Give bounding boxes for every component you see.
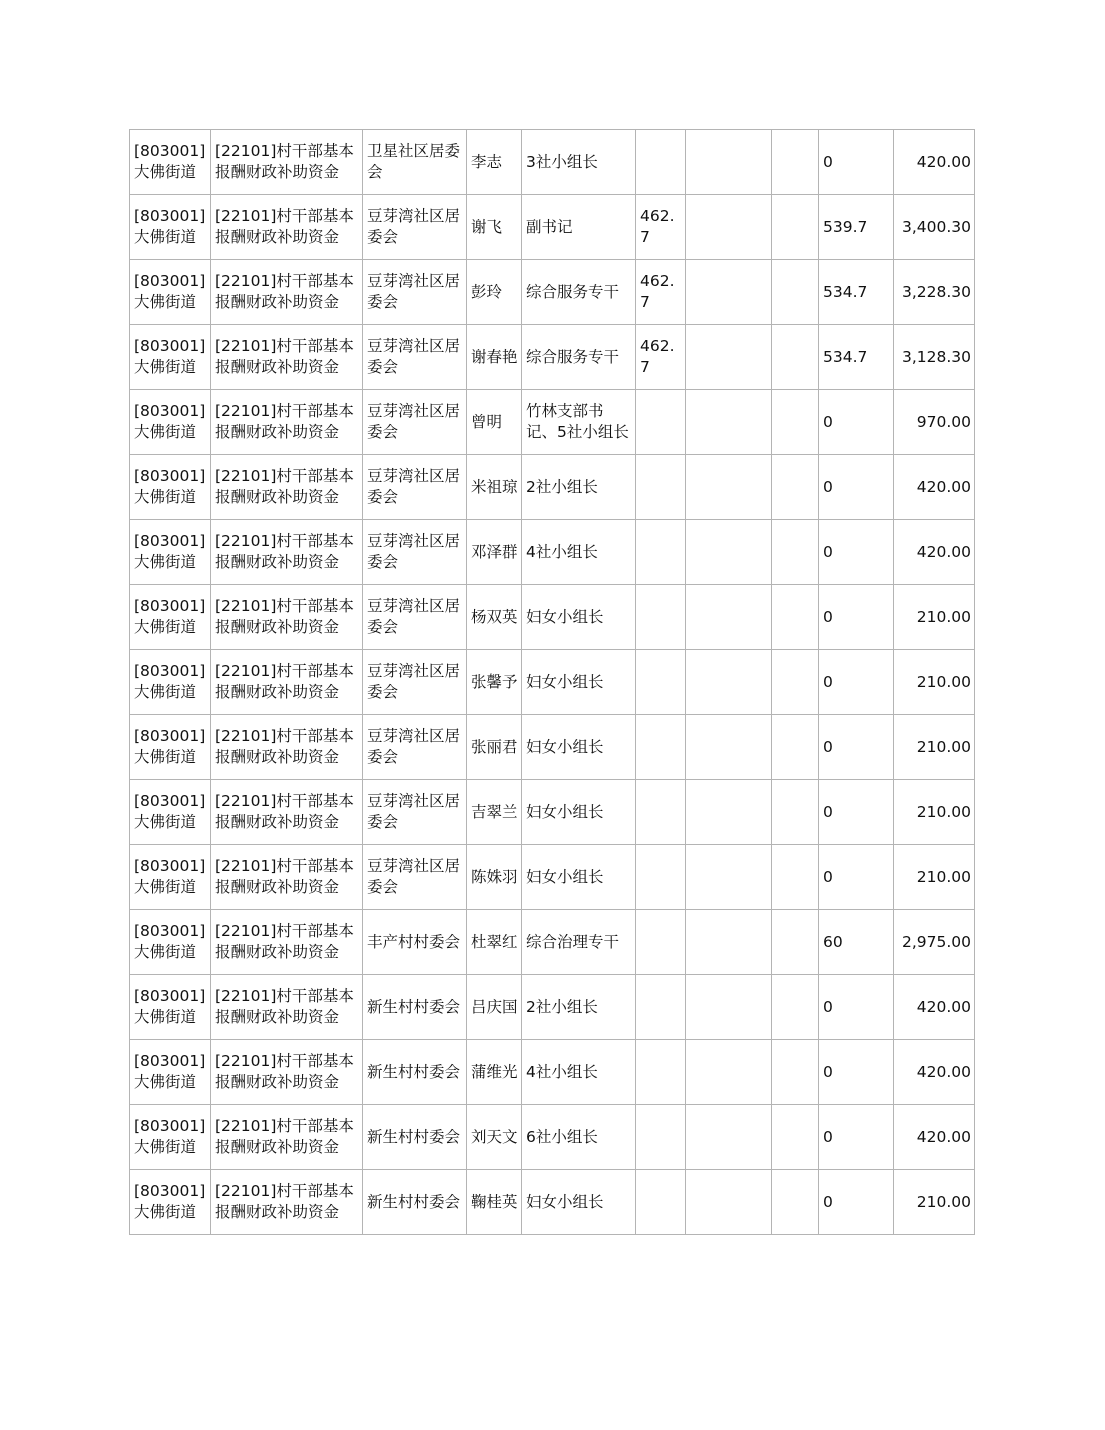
cell-col9: 0 <box>819 390 894 455</box>
cell-col8 <box>772 910 819 975</box>
cell-col8 <box>772 1170 819 1235</box>
cell-col8 <box>772 195 819 260</box>
cell-position: 竹林支部书记、5社小组长 <box>522 390 636 455</box>
table-row <box>130 1170 975 1235</box>
cell-person-name: 李志 <box>467 130 522 195</box>
cell-col6 <box>636 910 686 975</box>
table-row <box>130 910 975 975</box>
cell-unit: 豆芽湾社区居委会 <box>363 780 467 845</box>
cell-fund-item: [22101]村干部基本报酬财政补助资金 <box>211 1105 363 1170</box>
cell-col8 <box>772 325 819 390</box>
cell-col6: 462.7 <box>636 195 686 260</box>
cell-col7 <box>686 910 772 975</box>
cell-area: [803001]大佛街道 <box>130 390 211 455</box>
cell-col9: 0 <box>819 715 894 780</box>
cell-col6 <box>636 1040 686 1105</box>
cell-col8 <box>772 975 819 1040</box>
cell-area: [803001]大佛街道 <box>130 910 211 975</box>
cell-col6 <box>636 130 686 195</box>
cell-amount: 420.00 <box>894 130 975 195</box>
table-row <box>130 780 975 845</box>
cell-unit: 豆芽湾社区居委会 <box>363 650 467 715</box>
cell-amount: 970.00 <box>894 390 975 455</box>
cell-col6 <box>636 585 686 650</box>
cell-col6 <box>636 650 686 715</box>
cell-area: [803001]大佛街道 <box>130 715 211 780</box>
cell-unit: 豆芽湾社区居委会 <box>363 585 467 650</box>
cell-fund-item: [22101]村干部基本报酬财政补助资金 <box>211 1040 363 1105</box>
cell-position: 妇女小组长 <box>522 780 636 845</box>
cell-col7 <box>686 130 772 195</box>
cell-col7 <box>686 455 772 520</box>
cell-col6: 462.7 <box>636 260 686 325</box>
cell-area: [803001]大佛街道 <box>130 195 211 260</box>
cell-col7 <box>686 195 772 260</box>
cell-fund-item: [22101]村干部基本报酬财政补助资金 <box>211 130 363 195</box>
cell-area: [803001]大佛街道 <box>130 845 211 910</box>
cell-amount: 420.00 <box>894 455 975 520</box>
cell-amount: 3,400.30 <box>894 195 975 260</box>
cell-position: 综合服务专干 <box>522 325 636 390</box>
cell-person-name: 张馨予 <box>467 650 522 715</box>
cell-unit: 新生村村委会 <box>363 1105 467 1170</box>
table-row <box>130 260 975 325</box>
cell-person-name: 张丽君 <box>467 715 522 780</box>
cell-fund-item: [22101]村干部基本报酬财政补助资金 <box>211 390 363 455</box>
cell-col9: 539.7 <box>819 195 894 260</box>
cell-col8 <box>772 260 819 325</box>
cell-col8 <box>772 520 819 585</box>
cell-unit: 豆芽湾社区居委会 <box>363 845 467 910</box>
cell-amount: 210.00 <box>894 715 975 780</box>
cell-col7 <box>686 520 772 585</box>
cell-unit: 豆芽湾社区居委会 <box>363 325 467 390</box>
cell-col7 <box>686 1170 772 1235</box>
cell-col9: 0 <box>819 780 894 845</box>
cell-amount: 210.00 <box>894 845 975 910</box>
cell-fund-item: [22101]村干部基本报酬财政补助资金 <box>211 195 363 260</box>
cell-col7 <box>686 585 772 650</box>
cell-col9: 0 <box>819 130 894 195</box>
table-row <box>130 130 975 195</box>
cell-col7 <box>686 975 772 1040</box>
cell-col8 <box>772 585 819 650</box>
cell-col9: 0 <box>819 585 894 650</box>
cell-col8 <box>772 390 819 455</box>
cell-unit: 豆芽湾社区居委会 <box>363 455 467 520</box>
cell-person-name: 吕庆国 <box>467 975 522 1040</box>
cell-col7 <box>686 715 772 780</box>
cell-area: [803001]大佛街道 <box>130 520 211 585</box>
cell-area: [803001]大佛街道 <box>130 130 211 195</box>
cell-area: [803001]大佛街道 <box>130 975 211 1040</box>
cell-amount: 2,975.00 <box>894 910 975 975</box>
table-row <box>130 650 975 715</box>
cell-amount: 210.00 <box>894 585 975 650</box>
cell-person-name: 吉翠兰 <box>467 780 522 845</box>
cell-amount: 420.00 <box>894 1040 975 1105</box>
table-row <box>130 1040 975 1105</box>
cell-col7 <box>686 325 772 390</box>
cell-col8 <box>772 130 819 195</box>
table-row <box>130 845 975 910</box>
subsidy-table <box>129 129 975 1235</box>
cell-area: [803001]大佛街道 <box>130 1105 211 1170</box>
cell-col8 <box>772 715 819 780</box>
cell-col8 <box>772 650 819 715</box>
cell-person-name: 谢飞 <box>467 195 522 260</box>
cell-fund-item: [22101]村干部基本报酬财政补助资金 <box>211 715 363 780</box>
cell-position: 4社小组长 <box>522 1040 636 1105</box>
cell-fund-item: [22101]村干部基本报酬财政补助资金 <box>211 260 363 325</box>
cell-unit: 豆芽湾社区居委会 <box>363 520 467 585</box>
cell-position: 2社小组长 <box>522 975 636 1040</box>
cell-amount: 210.00 <box>894 650 975 715</box>
cell-unit: 豆芽湾社区居委会 <box>363 260 467 325</box>
cell-col9: 0 <box>819 975 894 1040</box>
cell-col7 <box>686 845 772 910</box>
cell-position: 妇女小组长 <box>522 715 636 780</box>
cell-person-name: 杨双英 <box>467 585 522 650</box>
cell-col9: 534.7 <box>819 260 894 325</box>
cell-col7 <box>686 650 772 715</box>
cell-unit: 丰产村村委会 <box>363 910 467 975</box>
table-row <box>130 520 975 585</box>
cell-position: 4社小组长 <box>522 520 636 585</box>
cell-area: [803001]大佛街道 <box>130 650 211 715</box>
cell-person-name: 邓泽群 <box>467 520 522 585</box>
cell-col7 <box>686 1040 772 1105</box>
table-row <box>130 1105 975 1170</box>
cell-fund-item: [22101]村干部基本报酬财政补助资金 <box>211 455 363 520</box>
cell-fund-item: [22101]村干部基本报酬财政补助资金 <box>211 910 363 975</box>
cell-col6 <box>636 1105 686 1170</box>
cell-fund-item: [22101]村干部基本报酬财政补助资金 <box>211 975 363 1040</box>
cell-person-name: 鞠桂英 <box>467 1170 522 1235</box>
cell-position: 综合治理专干 <box>522 910 636 975</box>
cell-col9: 534.7 <box>819 325 894 390</box>
cell-fund-item: [22101]村干部基本报酬财政补助资金 <box>211 845 363 910</box>
table-row <box>130 585 975 650</box>
cell-position: 6社小组长 <box>522 1105 636 1170</box>
cell-amount: 210.00 <box>894 1170 975 1235</box>
table-row <box>130 325 975 390</box>
cell-position: 妇女小组长 <box>522 1170 636 1235</box>
cell-col7 <box>686 1105 772 1170</box>
cell-amount: 420.00 <box>894 520 975 585</box>
cell-amount: 210.00 <box>894 780 975 845</box>
cell-col9: 0 <box>819 1040 894 1105</box>
cell-person-name: 米祖琼 <box>467 455 522 520</box>
cell-col6 <box>636 1170 686 1235</box>
cell-unit: 豆芽湾社区居委会 <box>363 715 467 780</box>
cell-person-name: 曾明 <box>467 390 522 455</box>
cell-area: [803001]大佛街道 <box>130 585 211 650</box>
cell-position: 2社小组长 <box>522 455 636 520</box>
cell-person-name: 彭玲 <box>467 260 522 325</box>
cell-position: 3社小组长 <box>522 130 636 195</box>
cell-area: [803001]大佛街道 <box>130 780 211 845</box>
cell-col6 <box>636 520 686 585</box>
cell-fund-item: [22101]村干部基本报酬财政补助资金 <box>211 520 363 585</box>
cell-col6 <box>636 455 686 520</box>
cell-person-name: 刘天文 <box>467 1105 522 1170</box>
cell-col6: 462.7 <box>636 325 686 390</box>
cell-unit: 新生村村委会 <box>363 1170 467 1235</box>
cell-position: 综合服务专干 <box>522 260 636 325</box>
table-row <box>130 390 975 455</box>
cell-col7 <box>686 390 772 455</box>
cell-fund-item: [22101]村干部基本报酬财政补助资金 <box>211 780 363 845</box>
cell-area: [803001]大佛街道 <box>130 260 211 325</box>
table-row <box>130 455 975 520</box>
cell-position: 副书记 <box>522 195 636 260</box>
cell-unit: 新生村村委会 <box>363 975 467 1040</box>
cell-amount: 3,228.30 <box>894 260 975 325</box>
cell-col6 <box>636 780 686 845</box>
cell-area: [803001]大佛街道 <box>130 1040 211 1105</box>
cell-amount: 420.00 <box>894 1105 975 1170</box>
cell-area: [803001]大佛街道 <box>130 325 211 390</box>
cell-col8 <box>772 1040 819 1105</box>
table-row <box>130 715 975 780</box>
cell-unit: 豆芽湾社区居委会 <box>363 390 467 455</box>
cell-fund-item: [22101]村干部基本报酬财政补助资金 <box>211 650 363 715</box>
cell-fund-item: [22101]村干部基本报酬财政补助资金 <box>211 1170 363 1235</box>
cell-col9: 0 <box>819 650 894 715</box>
cell-unit: 新生村村委会 <box>363 1040 467 1105</box>
cell-amount: 3,128.30 <box>894 325 975 390</box>
cell-col8 <box>772 455 819 520</box>
cell-col9: 0 <box>819 455 894 520</box>
cell-col9: 0 <box>819 520 894 585</box>
cell-position: 妇女小组长 <box>522 845 636 910</box>
cell-fund-item: [22101]村干部基本报酬财政补助资金 <box>211 585 363 650</box>
cell-amount: 420.00 <box>894 975 975 1040</box>
cell-col9: 0 <box>819 845 894 910</box>
cell-position: 妇女小组长 <box>522 585 636 650</box>
cell-col8 <box>772 780 819 845</box>
cell-col9: 60 <box>819 910 894 975</box>
cell-col6 <box>636 390 686 455</box>
cell-area: [803001]大佛街道 <box>130 455 211 520</box>
cell-col9: 0 <box>819 1170 894 1235</box>
cell-col6 <box>636 845 686 910</box>
cell-person-name: 谢春艳 <box>467 325 522 390</box>
cell-person-name: 陈姝羽 <box>467 845 522 910</box>
cell-person-name: 杜翠红 <box>467 910 522 975</box>
cell-col6 <box>636 975 686 1040</box>
cell-col8 <box>772 845 819 910</box>
table-body <box>130 130 975 1235</box>
cell-person-name: 蒲维光 <box>467 1040 522 1105</box>
cell-position: 妇女小组长 <box>522 650 636 715</box>
cell-col6 <box>636 715 686 780</box>
cell-unit: 卫星社区居委会 <box>363 130 467 195</box>
cell-unit: 豆芽湾社区居委会 <box>363 195 467 260</box>
cell-col7 <box>686 780 772 845</box>
cell-fund-item: [22101]村干部基本报酬财政补助资金 <box>211 325 363 390</box>
table-row <box>130 195 975 260</box>
cell-area: [803001]大佛街道 <box>130 1170 211 1235</box>
table-row <box>130 975 975 1040</box>
cell-col9: 0 <box>819 1105 894 1170</box>
cell-col7 <box>686 260 772 325</box>
cell-col8 <box>772 1105 819 1170</box>
